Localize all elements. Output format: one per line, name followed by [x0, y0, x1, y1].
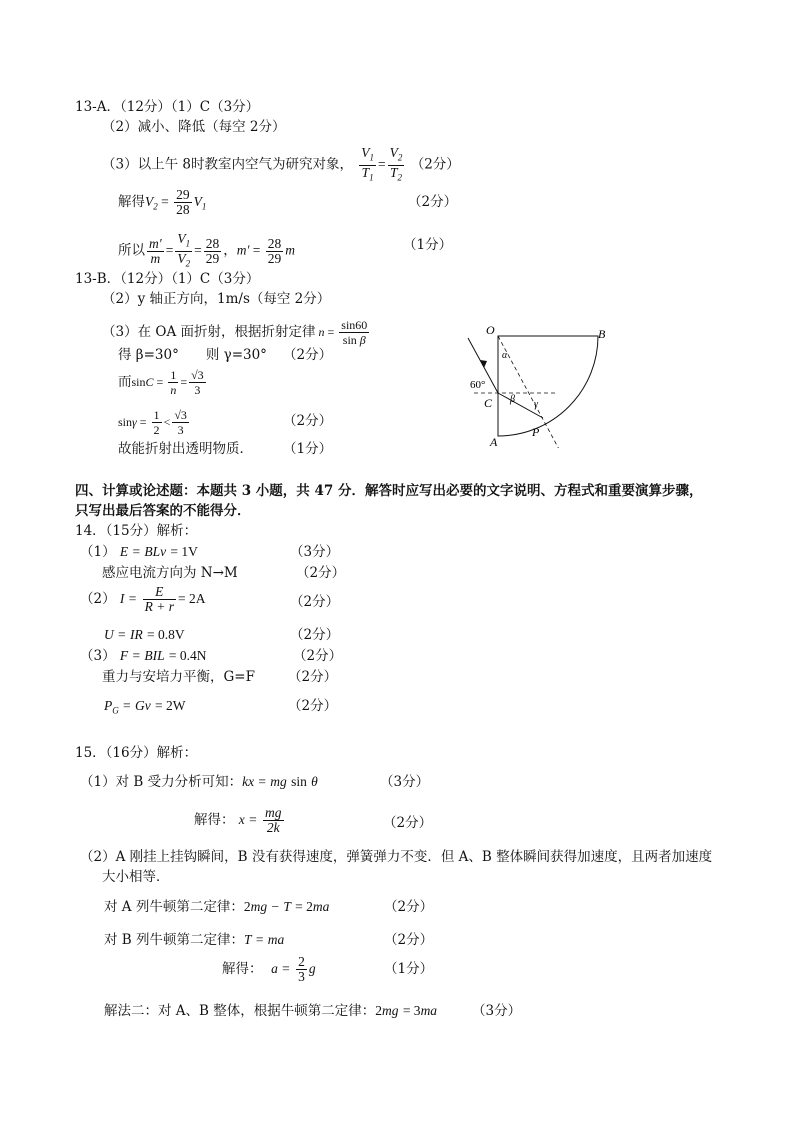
- solve-label: 解得: [118, 194, 145, 210]
- q14-line2: 感应电流方向为 N→M: [102, 565, 238, 581]
- quarter-circle: [498, 336, 598, 436]
- sec4-title1: 四、计算或论述题：本题共 3 小题，共 47 分．解答时应写出必要的文字说明、方程式和重要演算步骤，: [75, 483, 703, 499]
- q13b-line3-text: （3）在 OA 面折射，根据折射定律: [102, 324, 316, 340]
- q15-line6-score: （1分）: [384, 961, 434, 977]
- q13b-line4-score: （2分）: [283, 347, 333, 363]
- q14-line4: U = IR = 0.8V: [104, 627, 185, 642]
- q15-line3b: 大小相等．: [102, 869, 170, 885]
- q15-line7-score: （3分）: [472, 1003, 522, 1019]
- q13b-line6: sinγ = $\frac{1}{2}$ < $\frac{√3}{3}$: [118, 408, 187, 437]
- q15-line4-score: （2分）: [384, 899, 434, 915]
- label-60: 60°: [470, 379, 486, 391]
- q13b-line7-score: （1分）: [283, 441, 333, 457]
- label-beta: β: [510, 394, 515, 405]
- q14-line3: （2） I = $\frac{E}{R + r}$ = 2A: [80, 584, 206, 614]
- q14-line7-score: （2分）: [288, 698, 338, 714]
- q13a-line3: （3）以上午 8时教室内空气为研究对象， $\frac{V_1}{T_1}$ = $\frac{V_2}{T_2}$ （2分）: [102, 145, 460, 183]
- q14-line2-score: （2分）: [296, 565, 346, 581]
- q14-line7: $P_G = Gv = 2W$: [104, 698, 186, 716]
- q13b-line5-text: 而: [118, 374, 132, 390]
- label-c: C: [484, 396, 493, 410]
- q13b-line2: （2）y 轴正方向，1m/s（每空 2分）: [102, 291, 331, 307]
- q13b-head: 13-B．（12分）（1）C（3分）: [75, 271, 260, 287]
- q15-line3: （2）A 刚挂上挂钩瞬间，B 没有获得速度，弹簧弹力不变．但 A、B 整体瞬间获得加速度，且两者加速度: [80, 849, 713, 865]
- q15-line4: 对 A 列牛顿第二定律：2mg − T = 2ma: [104, 899, 330, 915]
- label-p: P: [532, 425, 540, 439]
- q14-line5-score: （2分）: [293, 648, 343, 664]
- q13a-so-score: （1分）: [403, 237, 453, 253]
- q13a-solve: 解得$V_2$ = $\frac{29}{28}$ $V_1$: [118, 187, 207, 217]
- q15-line1-text: （1）对 B 受力分析可知：: [80, 774, 243, 790]
- q13a-solve-score: （2分）: [408, 194, 458, 210]
- q15-line2: 解得： x = $\frac{mg}{2k}$: [194, 805, 282, 835]
- q15-line4-text: 对 A 列牛顿第二定律：: [104, 899, 244, 915]
- q13a-line3-score: （2分）: [410, 156, 460, 173]
- label-b: B: [598, 327, 606, 341]
- q14-line1-score: （3分）: [290, 544, 340, 560]
- q13b-line5: 而sinC = $\frac{1}{n}$ = $\frac{√3}{3}$: [118, 368, 204, 397]
- formula-v2-t2: $\frac{V_2}{T_2}$: [389, 145, 403, 183]
- q14-line6: 重力与安培力平衡，G=F: [102, 669, 255, 685]
- q15-line1: （1）对 B 受力分析可知：kx = mg sin θ: [80, 774, 318, 790]
- q13a-line2: （2）减小、降低（每空 2分）: [102, 119, 286, 135]
- q14-head: 14．（15分）解析：: [75, 523, 198, 539]
- q15-line6: 解得： a = $\frac{2}{3}$ g: [222, 954, 316, 984]
- q15-line5: 对 B 列牛顿第二定律：T = ma: [104, 932, 285, 948]
- q15-line2-score: （2分）: [383, 815, 433, 831]
- label-alpha: α: [502, 350, 508, 361]
- q15-head: 15．（16分）解析：: [75, 745, 198, 761]
- q15-line5-score: （2分）: [384, 932, 434, 948]
- sec4-title2: 只写出最后答案的不能得分．: [75, 503, 251, 519]
- q15-line7: 解法二：对 A、B 整体，根据牛顿第二定律：2mg = 3ma: [104, 1003, 438, 1019]
- q13b-line6-score: （2分）: [283, 413, 333, 429]
- q14-line6-score: （2分）: [288, 669, 338, 685]
- refraction-diagram: [460, 318, 620, 448]
- label-a: A: [490, 435, 498, 448]
- q15-line6-text: 解得：: [222, 961, 263, 977]
- label-o: O: [486, 323, 495, 337]
- q14-line4-score: （2分）: [290, 627, 340, 643]
- ray-arrow: [480, 360, 487, 368]
- q14-line1: （1） E = BLv = 1V: [80, 544, 198, 560]
- q14-line5: （3） F = BIL = 0.4N: [80, 648, 207, 664]
- q13b-line4: 得 β=30° 则 γ=30°: [118, 347, 267, 363]
- q13b-line7: 故能折射出透明物质．: [118, 441, 253, 457]
- q13a-head: 13-A．（12分）（1）C（3分）: [75, 99, 260, 115]
- q14-line3-score: （2分）: [290, 594, 340, 610]
- q15-line2-text: 解得：: [194, 812, 235, 828]
- q13a-line3-text: （3）以上午 8时教室内空气为研究对象，: [102, 156, 353, 173]
- q13a-so: 所以 $\frac{m'}{m}$ = $\frac{V_1}{V_2}$ = $\frac{28}{29}$ ，m′ = $\frac{28}{29}$ m: [118, 231, 296, 269]
- q15-line7-text: 解法二：对 A、B 整体，根据牛顿第二定律：: [104, 1003, 376, 1019]
- label-gamma: γ: [534, 399, 538, 410]
- q15-line1-score: （3分）: [380, 774, 430, 790]
- formula-v1-t1: $\frac{V_1}{T_1}$: [361, 145, 375, 183]
- q13b-line3: （3）在 OA 面折射，根据折射定律 n = $\frac{\sin 60}{\text{sin β}}$: [102, 318, 368, 347]
- q15-line5-text: 对 B 列牛顿第二定律：: [104, 932, 245, 948]
- so-label: 所以: [118, 242, 145, 259]
